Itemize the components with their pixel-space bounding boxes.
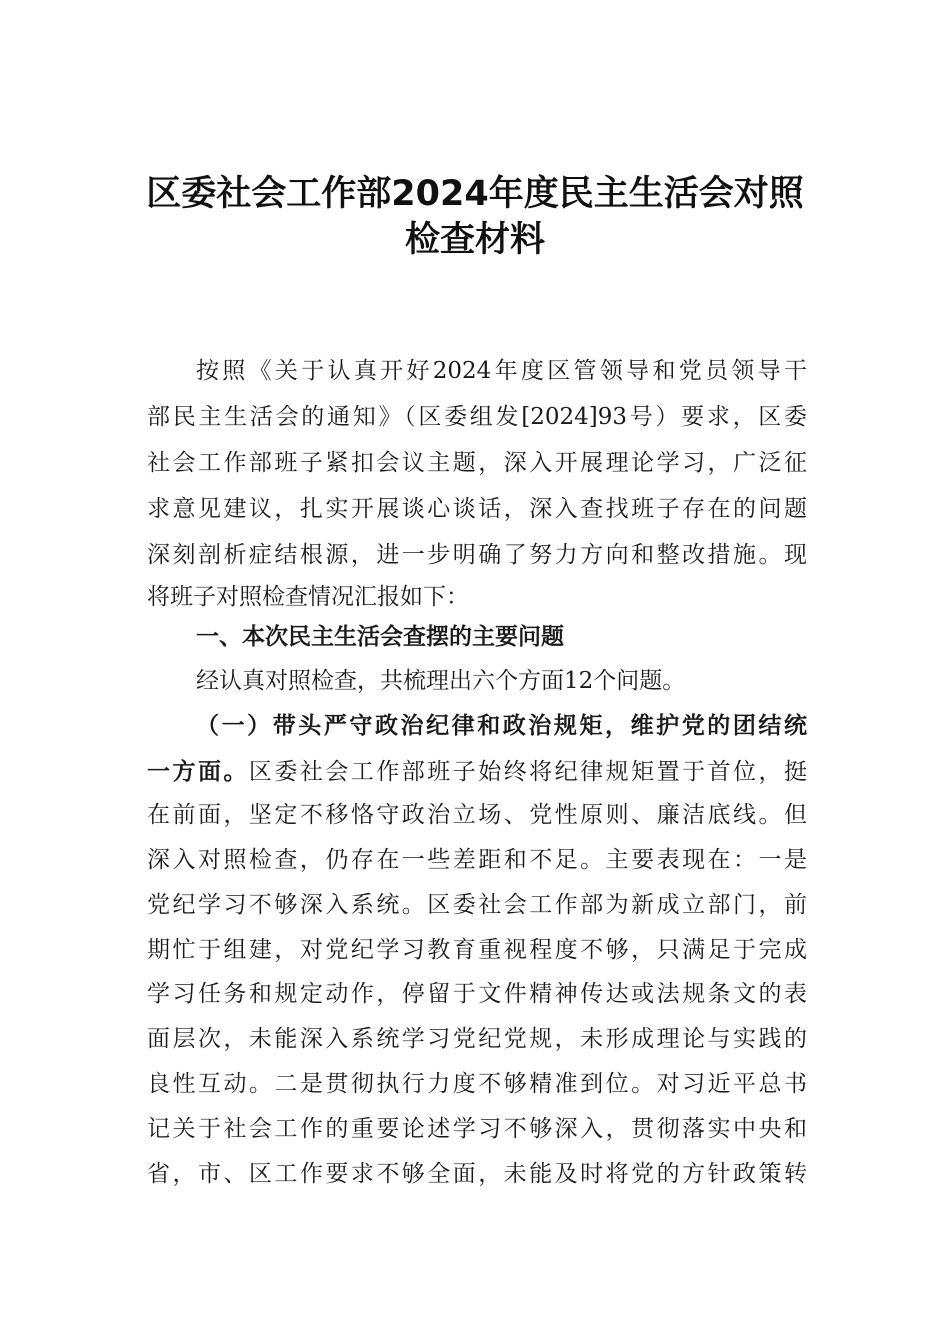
paragraph-line-mixed xyxy=(147,757,807,787)
document-title-line-1: 区委社会工作部2024年度民主生活会对照 xyxy=(146,174,804,214)
paragraph-line: 求意见建议，扎实开展谈心谈话，深入查找班子存在的问题 xyxy=(147,496,807,522)
paragraph-line: 将班子对照检查情况汇报如下： xyxy=(147,584,469,610)
paragraph-line: 深刻剖析症结根源，进一步明确了努力方向和整改措施。现 xyxy=(147,542,807,568)
section-heading: 一、本次民主生活会查摆的主要问题 xyxy=(196,624,564,650)
paragraph-line: 面层次，未能深入系统学习党纪党规，未形成理论与实践的 xyxy=(147,1026,807,1052)
paragraph-line: 记关于社会工作的重要论述学习不够深入，贯彻落实中央和 xyxy=(147,1116,807,1142)
paragraph-line: 深入对照检查，仍存在一些差距和不足。主要表现在：一是 xyxy=(147,847,807,873)
paragraph-line: 期忙于组建，对党纪学习教育重视程度不够，只满足于完成 xyxy=(147,937,807,963)
paragraph-line: 按照《关于认真开好2024年度区管领导和党员领导干 xyxy=(196,358,807,384)
paragraph-line: 部民主生活会的通知》（区委组发[2024]93号）要求，区委 xyxy=(147,404,807,430)
document-title-line-2: 检查材料 xyxy=(404,220,545,260)
paragraph-line: 在前面，坚定不移恪守政治立场、党性原则、廉洁底线。但 xyxy=(147,802,807,828)
paragraph-run: 区委社会工作部班子始终将纪律规矩置于首位，挺 xyxy=(248,759,807,785)
sub-heading: （一）带头严守政治纪律和政治规矩，维护党的团结统 xyxy=(196,712,807,739)
sub-heading-tail: 一方面。 xyxy=(147,758,249,785)
paragraph-line: 学习任务和规定动作，停留于文件精神传达或法规条文的表 xyxy=(147,981,807,1007)
paragraph-line: 省，市、区工作要求不够全面，未能及时将党的方针政策转 xyxy=(147,1161,807,1187)
paragraph-line: 经认真对照检查，共梳理出六个方面12个问题。 xyxy=(196,668,686,694)
paragraph-line: 社会工作部班子紧扣会议主题，深入开展理论学习，广泛征 xyxy=(147,450,807,476)
paragraph-line: 良性互动。二是贯彻执行力度不够精准到位。对习近平总书 xyxy=(147,1071,807,1097)
paragraph-line: 党纪学习不够深入系统。区委社会工作部为新成立部门，前 xyxy=(147,892,807,918)
